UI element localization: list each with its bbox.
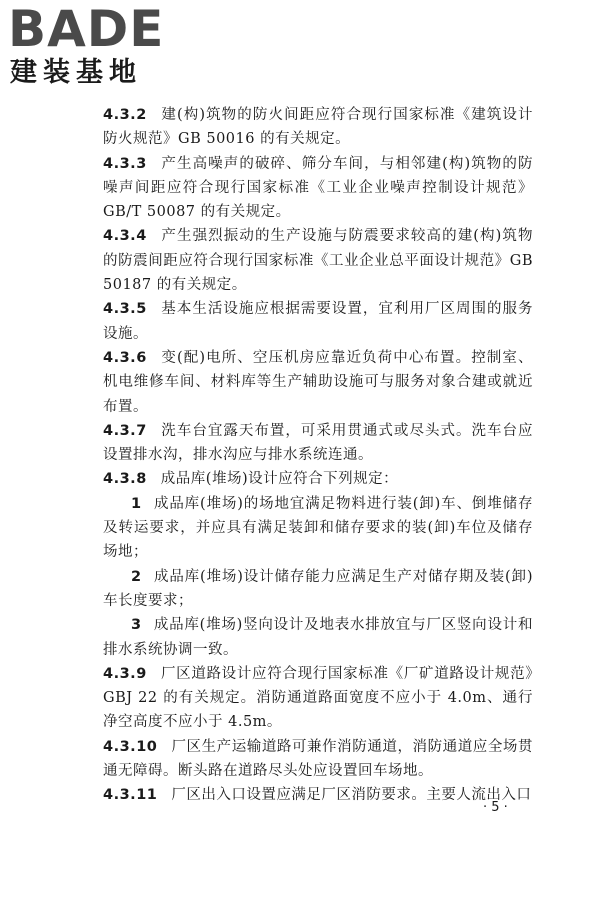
clause-text: 成品库(堆场)设计应符合下列规定： bbox=[160, 471, 399, 488]
clause-number: 4.3.3 bbox=[103, 155, 147, 172]
clause-text: 基本生活设施应根据需要设置，宜利用厂区周围的服务设施。 bbox=[103, 301, 533, 342]
document-body bbox=[103, 103, 533, 808]
clause-text: 建(构)筑物的防火间距应符合现行国家标准《建筑设计防火规范》GB 50016 的有关规定。 bbox=[103, 107, 533, 148]
clause-4-3-4 bbox=[103, 224, 533, 297]
clause-4-3-9 bbox=[103, 662, 533, 735]
logo-subtitle: 建装基地 bbox=[10, 57, 142, 88]
clause-text: 产生强烈振动的生产设施与防震要求较高的建(构)筑物的防震间距应符合现行国家标准《工业企业总平面设计规范》GB 50187 的有关规定。 bbox=[103, 228, 533, 294]
clause-number: 4.3.9 bbox=[103, 665, 147, 682]
clause-number: 4.3.7 bbox=[103, 422, 147, 439]
logo-wordmark: BADE bbox=[8, 0, 165, 58]
clause-text: 厂区生产运输道路可兼作消防通道，消防通道应全场贯通无障碍。断头路在道路尽头处应设置回车场地。 bbox=[103, 738, 533, 780]
clause-4-3-7 bbox=[103, 419, 533, 468]
sub-clause-text: 成品库(堆场)设计储存能力应满足生产对储存期及装(卸)车长度要求； bbox=[103, 568, 533, 609]
sub-clause-3 bbox=[103, 613, 533, 662]
clause-text: 变(配)电所、空压机房应靠近负荷中心布置。控制室、机电维修车间、材料库等生产辅助设施可与服务对象合建或就近布置。 bbox=[103, 349, 533, 415]
clause-number: 4.3.11 bbox=[103, 787, 158, 804]
page-number: · 5 · bbox=[483, 800, 508, 815]
sub-clause-number: 2 bbox=[131, 568, 142, 585]
clause-number: 4.3.5 bbox=[103, 301, 147, 318]
clause-number: 4.3.2 bbox=[103, 107, 147, 123]
clause-4-3-5 bbox=[103, 297, 533, 346]
clause-4-3-2 bbox=[103, 103, 533, 152]
clause-text: 厂区出入口设置应满足厂区消防要求。主要人流出入口 bbox=[171, 787, 532, 804]
sub-clause-2 bbox=[103, 565, 533, 614]
clause-text: 厂区道路设计应符合现行国家标准《厂矿道路设计规范》GBJ 22 的有关规定。消防通道路面宽度不应小于 4.0m、通行净空高度不应小于 4.5m。 bbox=[103, 665, 533, 731]
sub-clause-number: 3 bbox=[131, 617, 142, 634]
sub-clause-text: 成品库(堆场)竖向设计及地表水排放宜与厂区竖向设计和排水系统协调一致。 bbox=[103, 617, 533, 658]
clause-text: 产生高噪声的破碎、筛分车间，与相邻建(构)筑物的防噪声间距应符合现行国家标准《工业企业噪声控制设计规范》GB/T 50087 的有关规定。 bbox=[103, 155, 533, 221]
clause-4-3-6 bbox=[103, 346, 533, 419]
clause-4-3-3 bbox=[103, 152, 533, 225]
clause-4-3-8 bbox=[103, 467, 533, 491]
clause-4-3-11 bbox=[103, 783, 533, 807]
clause-text: 洗车台宜露天布置，可采用贯通式或尽头式。洗车台应设置排水沟，排水沟应与排水系统连通。 bbox=[103, 422, 533, 464]
clause-4-3-10 bbox=[103, 735, 533, 784]
sub-clause-text: 成品库(堆场)的场地宜满足物料进行装(卸)车、倒堆储存及转运要求，并应具有满足装卸和储存要求的装(卸)车位及储存场地； bbox=[103, 495, 533, 561]
clause-number: 4.3.8 bbox=[103, 471, 147, 488]
clause-number: 4.3.4 bbox=[103, 228, 147, 245]
brand-logo bbox=[8, 0, 178, 90]
sub-clause-number: 1 bbox=[131, 495, 142, 512]
clause-number: 4.3.6 bbox=[103, 349, 147, 366]
sub-clause-1 bbox=[103, 492, 533, 565]
clause-number: 4.3.10 bbox=[103, 738, 158, 755]
